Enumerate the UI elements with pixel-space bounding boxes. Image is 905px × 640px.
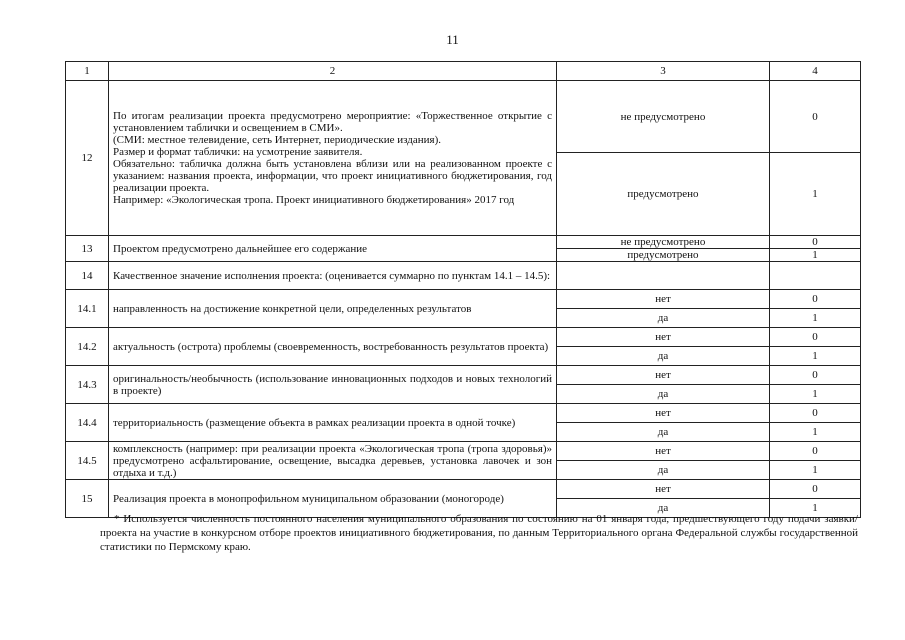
option-score: 0 xyxy=(770,81,861,153)
option-label: да xyxy=(557,309,770,328)
row-number: 14.5 xyxy=(66,442,109,480)
criterion-text: комплексность (например: при реализации проекта «Экологическая тропа (тропа здоровья)» предусмотрено асфальтирование, освещение, высадка деревьев, установка лавочек и зон отдыха и т.д.) xyxy=(109,442,557,480)
option-label: да xyxy=(557,461,770,480)
table-row xyxy=(66,328,861,347)
option-label: да xyxy=(557,499,770,518)
row-number: 14.1 xyxy=(66,290,109,328)
option-score: 1 xyxy=(770,347,861,366)
row-number: 14.2 xyxy=(66,328,109,366)
table-row xyxy=(66,81,861,153)
option-label: нет xyxy=(557,328,770,347)
option-score: 1 xyxy=(770,499,861,518)
criterion-paragraph: Например: «Экологическая тропа. Проект инициативного бюджетирования» 2017 год xyxy=(113,194,515,206)
row-number: 14.4 xyxy=(66,404,109,442)
option-score: 0 xyxy=(770,480,861,499)
option-score: 1 xyxy=(770,249,861,262)
option-score: 1 xyxy=(770,309,861,328)
table-row xyxy=(66,480,861,499)
option-score: 0 xyxy=(770,442,861,461)
row-number: 13 xyxy=(66,236,109,262)
option-label: не предусмотрено xyxy=(557,81,770,153)
criterion-text: актуальность (острота) проблемы (своевременность, востребованность результатов проекта) xyxy=(109,328,557,366)
option-label: предусмотрено xyxy=(557,249,770,262)
option-score: 0 xyxy=(770,404,861,423)
criterion-text: Проектом предусмотрено дальнейшее его содержание xyxy=(109,236,557,262)
option-label: нет xyxy=(557,290,770,309)
option-score: 0 xyxy=(770,328,861,347)
option-score: 0 xyxy=(770,366,861,385)
criterion-paragraph: (СМИ: местное телевидение, сеть Интернет, периодические издания). xyxy=(113,134,442,146)
table-row xyxy=(66,290,861,309)
page-number: 11 xyxy=(446,32,459,47)
header-cell: 3 xyxy=(557,62,770,81)
table-row xyxy=(66,262,861,290)
row-number: 14 xyxy=(66,262,109,290)
criterion-text xyxy=(109,81,557,236)
option-score: 1 xyxy=(770,153,861,236)
criterion-text: направленность на достижение конкретной цели, определенных результатов xyxy=(109,290,557,328)
criterion-paragraph: Обязательно: табличка должна быть установлена вблизи или на реализованном проекте с указанием: названия проекта, информации, что проект инициативного бюджетирования, год реализации проекта. xyxy=(113,158,552,194)
option-score: 1 xyxy=(770,385,861,404)
option-label: да xyxy=(557,423,770,442)
table-row xyxy=(66,366,861,385)
footnote: * Используется численность постоянного населения муниципального образования по состоянию на 01 января года, предшествующего году подачи заявки/проекта на участие в конкурсном отборе проектов инициативного бюджетирования, по данным Территориального органа Федеральной службы государственной статистики по Пермскому краю. xyxy=(100,513,858,553)
option-label: нет xyxy=(557,404,770,423)
option-score: 1 xyxy=(770,423,861,442)
criterion-text: Качественное значение исполнения проекта: (оценивается суммарно по пунктам 14.1 – 14.5): xyxy=(109,262,557,290)
criterion-text: Реализация проекта в монопрофильном муниципальном образовании (моногороде) xyxy=(109,480,557,518)
empty-cell xyxy=(770,262,861,290)
option-label: предусмотрено xyxy=(557,153,770,236)
option-score: 0 xyxy=(770,236,861,249)
header-cell: 1 xyxy=(66,62,109,81)
row-number: 12 xyxy=(66,81,109,236)
option-label: да xyxy=(557,385,770,404)
criterion-paragraph: Размер и формат таблички: на усмотрение заявителя. xyxy=(113,146,363,158)
empty-cell xyxy=(557,262,770,290)
table-row xyxy=(66,236,861,249)
criterion-paragraph: По итогам реализации проекта предусмотрено мероприятие: «Торжественное открытие с установлением таблички и освещением в СМИ». xyxy=(113,110,552,134)
row-number: 15 xyxy=(66,480,109,518)
option-label: нет xyxy=(557,480,770,499)
option-score: 1 xyxy=(770,461,861,480)
criterion-text: оригинальность/необычность (использование инновационных подходов и новых технологий в проекте) xyxy=(109,366,557,404)
row-number: 14.3 xyxy=(66,366,109,404)
criteria-table xyxy=(65,61,861,518)
header-cell: 4 xyxy=(770,62,861,81)
option-label: нет xyxy=(557,366,770,385)
table-row xyxy=(66,442,861,461)
criterion-text: территориальность (размещение объекта в рамках реализации проекта в одной точке) xyxy=(109,404,557,442)
table-row xyxy=(66,404,861,423)
option-label: не предусмотрено xyxy=(557,236,770,249)
header-cell: 2 xyxy=(109,62,557,81)
table-header-row xyxy=(66,62,861,81)
option-score: 0 xyxy=(770,290,861,309)
option-label: да xyxy=(557,347,770,366)
option-label: нет xyxy=(557,442,770,461)
